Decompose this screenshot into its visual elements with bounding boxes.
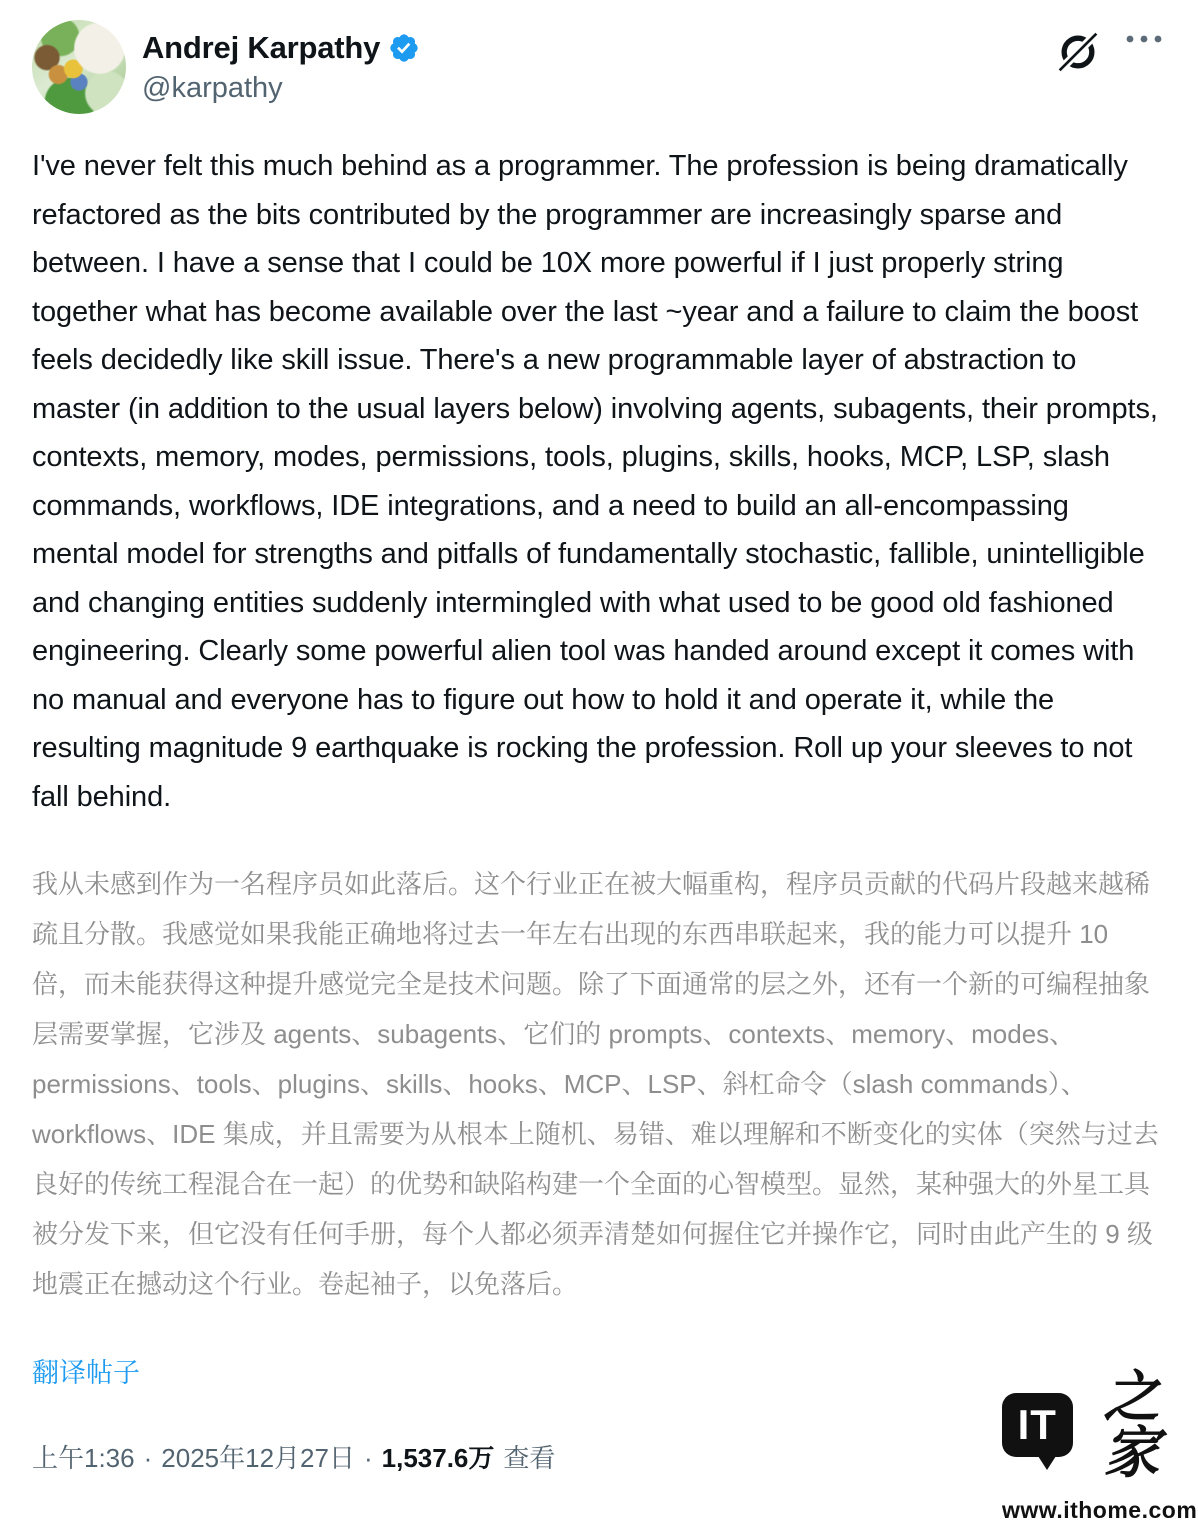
meta-separator: · [363, 1443, 373, 1473]
header-actions [1058, 20, 1164, 72]
verified-badge-icon [388, 32, 420, 64]
tweet-header [32, 20, 1164, 114]
more-icon[interactable] [1124, 32, 1164, 46]
views-count[interactable]: 1,537.6万 [381, 1443, 495, 1473]
post-date: 2025年12月27日 [161, 1443, 355, 1473]
ithome-url: www.ithome.com [1002, 1497, 1198, 1523]
post-time: 上午1:36 [32, 1443, 135, 1473]
meta-separator: · [143, 1443, 153, 1473]
grok-icon[interactable] [1058, 32, 1098, 72]
post-text-english: I've never felt this much behind as a programmer. The profession is being dramatically refactored as the bits contributed by the programmer are increasingly sparse and between. I have a sense that I could be 10X more powerful if I just properly string together what has become available over the last ~year and a failure to claim the boost feels decidedly like skill issue. There's a new programmable layer of abstraction to master (in addition to the usual layers below) involving agents, subagents, their prompts, contexts, memory, modes, permissions, tools, plugins, skills, hooks, MCP, LSP, slash commands, workflows, IDE integrations, and a need to build an all-encompassing mental model for strengths and pitfalls of fundamentally stochastic, fallible, unintelligible and changing entities suddenly intermingled with what used to be good old fashioned engineering. Clearly some powerful alien tool was handed around except it comes with no manual and everyone has to figure out how to hold it and operate it, while the resulting magnitude 9 earthquake is rocking the profession. Roll up your sleeves to not fall behind. [32, 150, 1158, 813]
avatar[interactable] [32, 20, 126, 114]
ithome-logo-bubble [1002, 1393, 1073, 1457]
display-name[interactable]: Andrej Karpathy [142, 30, 381, 65]
author-identity [142, 20, 1058, 105]
views-label[interactable]: 查看 [503, 1443, 556, 1473]
ithome-logo-it: IT [1017, 1401, 1057, 1448]
post-meta [32, 1438, 1164, 1475]
translate-post-link[interactable]: 翻译帖子 [32, 1358, 140, 1388]
user-handle[interactable]: @karpathy [142, 72, 283, 104]
ithome-logo-cjk: 之家 [1103, 1365, 1160, 1484]
ithome-watermark [1002, 1365, 1198, 1524]
post-text-chinese-translation: 我从未感到作为一名程序员如此落后。这个行业正在被大幅重构，程序员贡献的代码片段越来越稀疏且分散。我感觉如果我能正确地将过去一年左右出现的东西串联起来，我的能力可以提升 10 倍，而未能获得这种提升感觉完全是技术问题。除了下面通常的层之外，还有一个新的可编程抽象层需要掌握，它涉及 agents、subagents、它们的 prompts、contexts、memory、modes、permissions、tools、plugins、skills、hooks、MCP、LSP、斜杠命令（slash commands）、workflows、IDE 集成，并且需要为从根本上随机、易错、难以理解和不断变化的实体（突然与过去良好的传统工程混合在一起）的优势和缺陷构建一个全面的心智模型。显然，某种强大的外星工具被分发下来，但它没有任何手册，每个人都必须弄清楚如何握住它并操作它，同时由此产生的 9 级地震正在撼动这个行业。卷起袖子，以免落后。 [32, 869, 1159, 1299]
